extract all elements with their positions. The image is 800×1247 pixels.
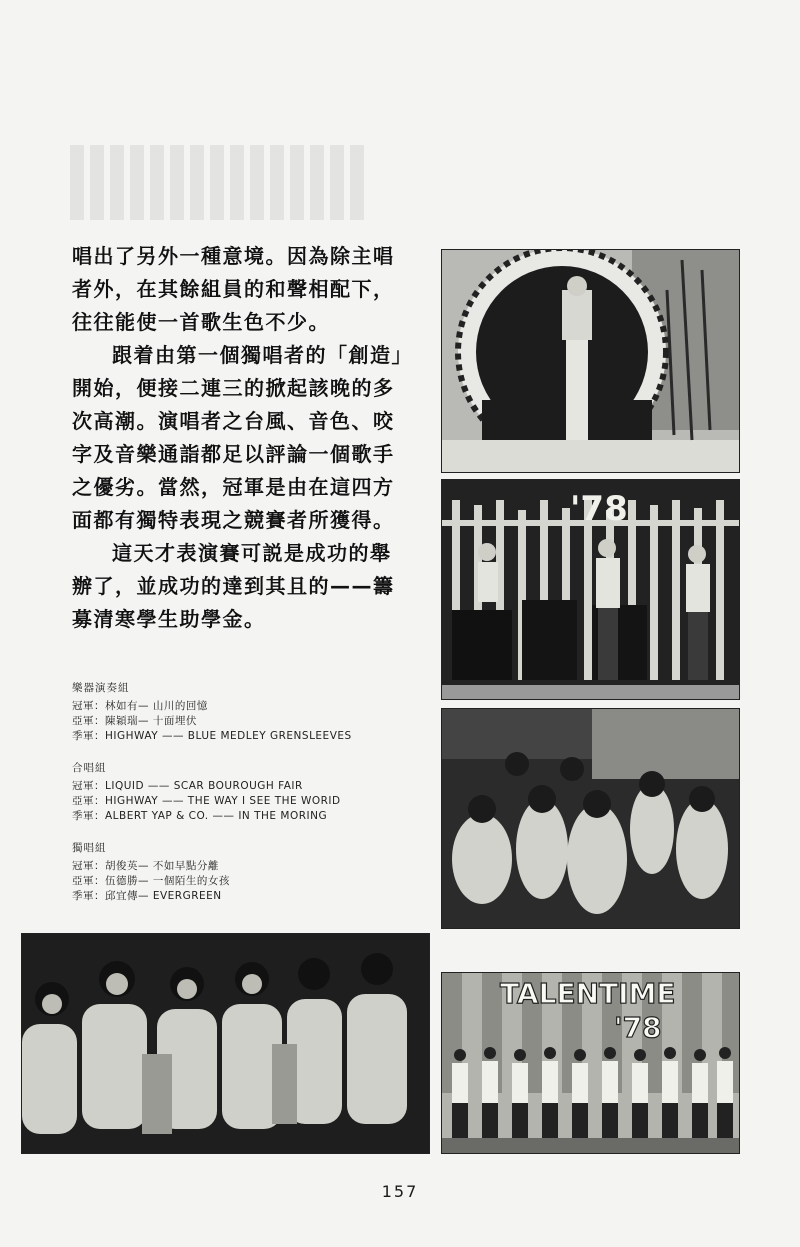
result-row: 冠軍：胡俊英— 不如早點分離	[72, 860, 219, 872]
rank-label: 冠軍	[72, 780, 94, 792]
rank-label: 亞軍	[72, 875, 94, 887]
result-row: 冠軍：LIQUID —— SCAR BOUROUGH FAIR	[72, 780, 303, 792]
rank-label: 亞軍	[72, 795, 94, 807]
group-title: 獨唱組	[72, 842, 107, 854]
photo-talentime-stage	[441, 972, 740, 1154]
result-row: 季軍：邱宜傳— EVERGREEN	[72, 890, 222, 902]
results-list	[72, 680, 432, 920]
result-text: 陳穎瑞— 十面埋伏	[105, 715, 197, 727]
result-text: ALBERT YAP & CO. —— IN THE MORING	[105, 810, 328, 822]
result-row: 亞軍：陳穎瑞— 十面埋伏	[72, 715, 197, 727]
banner-talentime-text: TALENTIME	[500, 977, 676, 1010]
paragraph: 跟着由第一個獨唱者的「創造」開始，便接二連三的掀起該晚的多次高潮。演唱者之台風、音色、咬字及音樂通詣都足以評論一個歌手之優劣。當然，冠軍是由在這四方面都有獨特表現之競賽者所獲得。	[72, 343, 403, 532]
rank-label: 亞軍	[72, 715, 94, 727]
photo-crowd	[441, 708, 740, 929]
result-row: 冠軍：林如有— 山川的回憶	[72, 700, 208, 712]
paragraph: 這天才表演賽可説是成功的舉辦了，並成功的達到其且的——籌募清寒學生助學金。	[72, 541, 395, 631]
result-text: HIGHWAY —— BLUE MEDLEY GRENSLEEVES	[105, 730, 352, 742]
result-row: 季軍：ALBERT YAP & CO. —— IN THE MORING	[72, 810, 328, 822]
photo-solo-singer	[441, 249, 740, 473]
result-text: HIGHWAY —— THE WAY I SEE THE WORID	[105, 795, 341, 807]
results-group-instrumental	[72, 680, 432, 744]
rank-label: 季軍	[72, 890, 94, 902]
rank-label: 季軍	[72, 730, 94, 742]
results-group-chorus	[72, 760, 432, 824]
bleed-through-text	[70, 145, 370, 220]
rank-label: 冠軍	[72, 860, 94, 872]
result-text: 林如有— 山川的回憶	[105, 700, 208, 712]
banner-78-text: '78	[570, 489, 628, 529]
results-group-solo	[72, 840, 432, 904]
page-number: 157	[381, 1182, 419, 1201]
result-row: 季軍：HIGHWAY —— BLUE MEDLEY GRENSLEEVES	[72, 730, 352, 742]
result-text: LIQUID —— SCAR BOUROUGH FAIR	[105, 780, 303, 792]
result-row: 亞軍：伍德勝— 一個陌生的女孩	[72, 875, 230, 887]
banner-talentime-year: '78	[614, 1011, 662, 1044]
result-text: 邱宜傳— EVERGREEN	[105, 890, 222, 902]
rank-label: 冠軍	[72, 700, 94, 712]
article-text	[72, 240, 412, 636]
group-title: 樂器演奏組	[72, 682, 130, 694]
result-text: 胡俊英— 不如早點分離	[105, 860, 219, 872]
paragraph: 唱出了另外一種意境。因為除主唱者外，在其餘組員的和聲相配下，往往能使一首歌生色不少。	[72, 244, 395, 334]
photo-audience	[21, 933, 430, 1154]
group-title: 合唱組	[72, 762, 107, 774]
result-text: 伍德勝— 一個陌生的女孩	[105, 875, 230, 887]
photo-band	[441, 479, 740, 700]
rank-label: 季軍	[72, 810, 94, 822]
result-row: 亞軍：HIGHWAY —— THE WAY I SEE THE WORID	[72, 795, 341, 807]
